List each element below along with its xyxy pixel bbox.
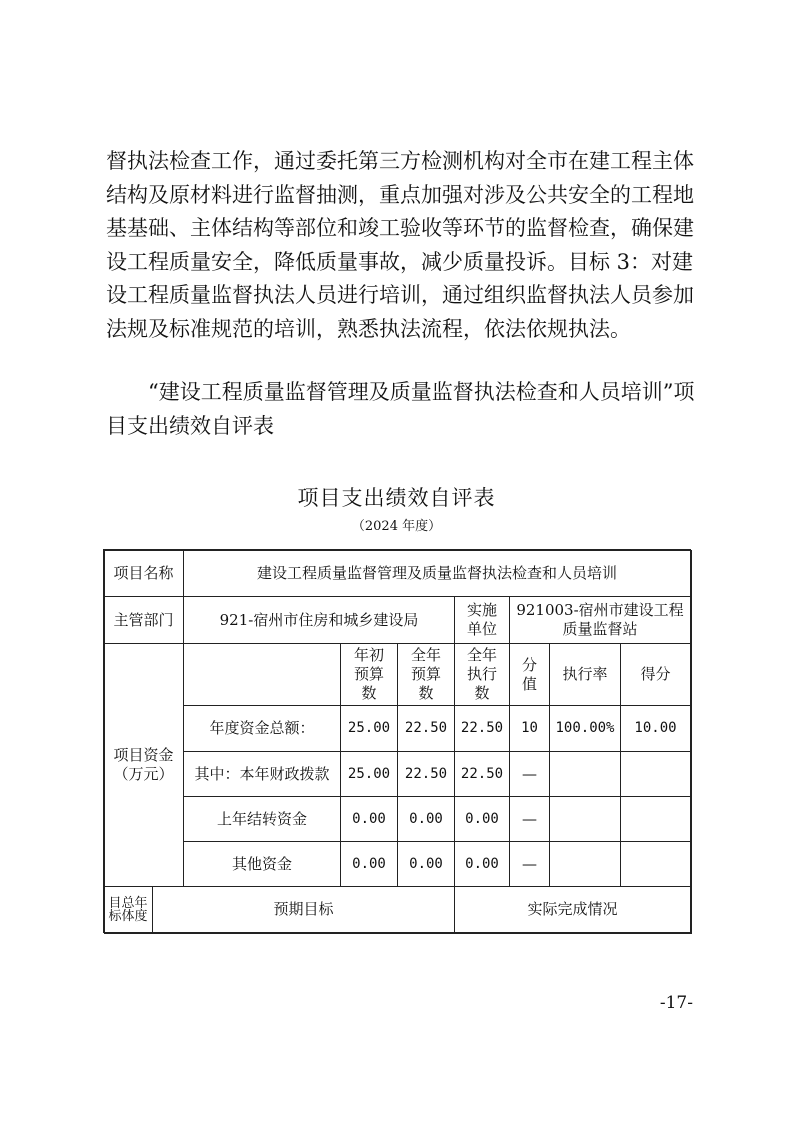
header-text: 数 — [418, 684, 434, 702]
row-label: 其中：本年财政拨款 — [183, 751, 341, 797]
table-year: （2024 年度） — [351, 519, 442, 534]
funds-label-line2: （万元） — [113, 765, 174, 783]
header-text: 值 — [521, 674, 537, 693]
cell-score — [620, 796, 691, 842]
cell-initial: 25.00 — [340, 705, 398, 752]
expected-goal-header: 预期目标 — [152, 886, 455, 933]
actual-result-header: 实际完成情况 — [454, 886, 691, 933]
header-text: 数 — [474, 684, 490, 702]
funds-label-line1: 项目资金 — [113, 746, 174, 764]
project-name-label: 项目名称 — [103, 549, 184, 597]
header-exec-rate: 执行率 — [549, 643, 621, 706]
table-title: 项目支出绩效自评表 — [297, 486, 496, 510]
impl-unit-label — [454, 596, 510, 644]
cell-rate — [549, 841, 621, 887]
dept-value: 921-宿州市住房和城乡建设局 — [183, 596, 455, 644]
goal-label-cell — [103, 886, 153, 933]
body-paragraph-1: 督执法检查工作，通过委托第三方检测机构对全市在建工程主体结构及原材料进行监督抽测，重点加强对涉及公共安全的工程地基基础、主体结构等部位和竣工验收等环节的监督检查，确保建设工程质量安全，降低质量事故，减少质量投诉。目标 3：对建设工程质量监督执法人员进行培训，通过组织监督执法人员参加法规及标准规范的培训，熟悉执法流程，依法依规执法。 — [106, 149, 694, 341]
header-text: 年初 — [353, 646, 384, 664]
cell-value: — — [509, 751, 550, 797]
cell-initial: 25.00 — [340, 751, 398, 797]
cell-score: 10.00 — [620, 705, 691, 752]
cell-exec: 0.00 — [454, 796, 510, 842]
cell-value: — — [509, 841, 550, 887]
impl-label-line1: 实施 — [466, 601, 497, 619]
performance-table — [104, 550, 692, 934]
cell-score — [620, 841, 691, 887]
header-initial-budget — [340, 643, 398, 706]
page-number: -17- — [659, 993, 693, 1013]
cell-initial: 0.00 — [340, 796, 398, 842]
cell-rate — [549, 751, 621, 797]
impl-value-line2: 质量监督站 — [562, 620, 638, 638]
cell-budget: 0.00 — [397, 796, 455, 842]
cell-exec: 22.50 — [454, 751, 510, 797]
header-blank — [183, 643, 341, 706]
body-paragraph-2: “建设工程质量监督管理及质量监督执法检查和人员培训”项目支出绩效自评表 — [106, 380, 695, 438]
project-name-value: 建设工程质量监督管理及质量监督执法检查和人员培训 — [183, 549, 691, 597]
header-full-budget — [397, 643, 455, 706]
header-score: 得分 — [620, 643, 691, 706]
header-text: 分 — [521, 655, 537, 674]
goal-label-col: 目标 — [108, 895, 122, 924]
impl-label-line2: 单位 — [466, 620, 497, 638]
row-label: 其他资金 — [183, 841, 341, 887]
impl-value-line1: 921003-宿州市建设工程 — [516, 601, 684, 619]
cell-score — [620, 751, 691, 797]
cell-initial: 0.00 — [340, 841, 398, 887]
header-text: 执行 — [466, 665, 497, 683]
header-score-value — [509, 643, 550, 706]
cell-exec: 22.50 — [454, 705, 510, 752]
header-text: 数 — [361, 684, 377, 702]
impl-unit-value — [509, 596, 691, 644]
cell-budget: 0.00 — [397, 841, 455, 887]
header-text: 预算 — [410, 665, 441, 683]
cell-budget: 22.50 — [397, 705, 455, 752]
goal-label-col: 年度 — [134, 895, 148, 924]
goal-label-col: 总体 — [121, 895, 135, 924]
cell-budget: 22.50 — [397, 751, 455, 797]
row-label: 上年结转资金 — [183, 796, 341, 842]
header-text: 全年 — [466, 646, 497, 664]
cell-rate — [549, 796, 621, 842]
header-text: 全年 — [410, 646, 441, 664]
cell-rate: 100.00% — [549, 705, 621, 752]
cell-value: 10 — [509, 705, 550, 752]
funds-label — [103, 643, 184, 887]
row-label: 年度资金总额： — [183, 705, 341, 752]
header-full-exec — [454, 643, 510, 706]
cell-exec: 0.00 — [454, 841, 510, 887]
dept-label: 主管部门 — [103, 596, 184, 644]
cell-value: — — [509, 796, 550, 842]
header-text: 预算 — [353, 665, 384, 683]
